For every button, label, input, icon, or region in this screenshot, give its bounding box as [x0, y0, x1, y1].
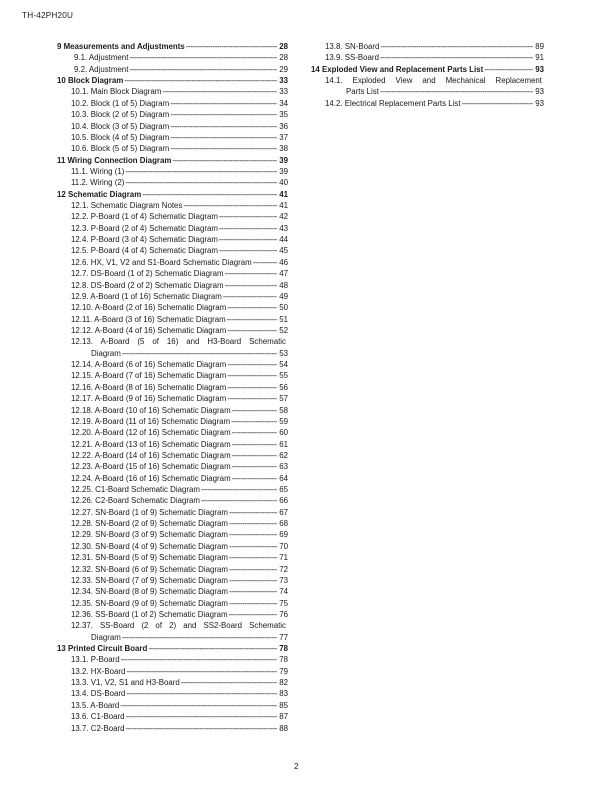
toc-section-entry[interactable] — [57, 666, 288, 677]
toc-leader-dots — [229, 507, 277, 518]
toc-leader-dots — [126, 711, 277, 722]
toc-entry-title: 13.2. HX-Board — [71, 666, 126, 676]
toc-entry-page: 82 — [279, 678, 288, 688]
toc-entry-title: 12.35. SN-Board (9 of 9) Schematic Diagram — [71, 598, 229, 608]
toc-entry-page: 49 — [279, 291, 288, 301]
toc-leader-dots — [225, 280, 277, 291]
toc-entry-page: 68 — [279, 519, 288, 529]
toc-entry-page: 33 — [279, 87, 288, 97]
toc-leader-dots — [219, 234, 277, 245]
toc-leader-dots — [229, 598, 277, 609]
toc-entry-page: 41 — [279, 201, 288, 211]
toc-section-entry[interactable] — [57, 98, 288, 109]
toc-entry-page: 41 — [279, 189, 288, 199]
toc-entry-page: 85 — [279, 700, 288, 710]
toc-entry-title: 13.1. P-Board — [71, 655, 120, 665]
toc-entry-page: 79 — [279, 666, 288, 676]
toc-entry-page: 56 — [279, 382, 288, 392]
toc-entry-title: 13.5. A-Board — [71, 700, 120, 710]
toc-entry-title: 10.6. Block (5 of 5) Diagram — [71, 144, 170, 154]
toc-entry-page: 64 — [279, 473, 288, 483]
toc-chapter-entry[interactable] — [57, 41, 288, 52]
toc-leader-dots — [229, 564, 277, 575]
toc-entry-title: 12.28. SN-Board (2 of 9) Schematic Diagram — [71, 519, 229, 529]
toc-entry-page: 65 — [279, 485, 288, 495]
toc-entry-page: 48 — [279, 280, 288, 290]
toc-entry-page: 72 — [279, 564, 288, 574]
toc-entry-title: 14.1. Exploded View and Mechanical Replacement — [325, 76, 542, 86]
toc-entry-page: 45 — [279, 246, 288, 256]
toc-entry-title: Diagram — [91, 632, 121, 642]
toc-entry-page: 33 — [279, 76, 288, 86]
toc-leader-dots — [462, 98, 533, 109]
toc-section-entry[interactable] — [57, 541, 288, 552]
toc-entry-title: 13.8. SN-Board — [325, 42, 380, 51]
toc-leader-dots — [170, 121, 277, 132]
toc-entry-page: 61 — [279, 439, 288, 449]
toc-entry-page: 75 — [279, 598, 288, 608]
toc-entry-page: 63 — [279, 462, 288, 472]
toc-leader-dots — [121, 654, 277, 665]
toc-entry-title: 12.24. A-Board (16 of 16) Schematic Diagram — [71, 473, 231, 483]
toc-entry-title: 12.14. A-Board (6 of 16) Schematic Diagram — [71, 360, 227, 370]
toc-entry-page: 58 — [279, 405, 288, 415]
toc-leader-dots — [183, 200, 277, 211]
toc-entry-page: 54 — [279, 360, 288, 370]
toc-leader-dots — [120, 700, 277, 711]
toc-entry-title: 12.16. A-Board (8 of 16) Schematic Diagram — [71, 382, 227, 392]
toc-entry-page: 91 — [535, 53, 544, 63]
toc-section-entry[interactable] — [57, 325, 288, 336]
toc-leader-dots — [219, 223, 277, 234]
toc-entry-title: 12.37. SS-Board (2 of 2) and SS2-Board Schematic — [71, 621, 286, 631]
toc-section-entry[interactable] — [57, 427, 288, 438]
toc-entry-title: 9.2. Adjustment — [74, 64, 129, 74]
toc-section-entry[interactable] — [57, 223, 288, 234]
toc-entry-page: 66 — [279, 496, 288, 506]
toc-entry-title: 12.30. SN-Board (4 of 9) Schematic Diagram — [71, 541, 229, 551]
toc-section-entry[interactable] — [57, 64, 288, 75]
toc-entry-title: 12.4. P-Board (3 of 4) Schematic Diagram — [71, 235, 218, 245]
document-header-model: TH-42PH20U — [22, 11, 74, 20]
toc-entry-page: 83 — [279, 689, 288, 699]
toc-entry-page: 34 — [279, 98, 288, 108]
toc-entry-page: 42 — [279, 212, 288, 222]
toc-section-entry[interactable] — [57, 564, 288, 575]
toc-entry-page: 37 — [279, 132, 288, 142]
toc-entry-page: 36 — [279, 121, 288, 131]
toc-entry-page: 73 — [279, 575, 288, 585]
toc-entry-page: 57 — [279, 394, 288, 404]
toc-section-entry[interactable] — [57, 700, 288, 711]
toc-section-entry[interactable] — [57, 143, 288, 154]
toc-entry-page: 59 — [279, 416, 288, 426]
toc-chapter-entry[interactable] — [57, 75, 288, 86]
toc-section-entry[interactable] — [57, 495, 288, 506]
toc-entry-title: 11.2. Wiring (2) — [71, 178, 125, 188]
toc-entry-title: 12.25. C1-Board Schematic Diagram — [71, 485, 200, 495]
toc-entry-title: 9 Measurements and Adjustments — [57, 42, 185, 51]
toc-leader-dots — [232, 450, 277, 461]
toc-section-entry[interactable] — [57, 234, 288, 245]
toc-entry-title: 12.3. P-Board (2 of 4) Schematic Diagram — [71, 223, 218, 233]
toc-leader-dots — [148, 643, 277, 654]
toc-entry-title: 13.7. C2-Board — [71, 723, 125, 733]
toc-entry-page: 77 — [279, 632, 288, 642]
toc-entry-title: 10.4. Block (3 of 5) Diagram — [71, 121, 170, 131]
toc-entry-title: 12.13. A-Board (5 of 16) and H3-Board Schematic — [71, 337, 286, 347]
toc-column-left — [57, 41, 288, 734]
page-number: 2 — [294, 762, 299, 771]
toc-entry-title: 12.12. A-Board (4 of 16) Schematic Diagram — [71, 325, 227, 335]
toc-section-entry[interactable] — [57, 132, 288, 143]
toc-leader-dots — [232, 461, 277, 472]
toc-entry-page: 44 — [279, 235, 288, 245]
toc-leader-dots — [170, 143, 277, 154]
toc-leader-dots — [201, 484, 277, 495]
toc-entry-page: 35 — [279, 110, 288, 120]
toc-entry-page: 89 — [535, 42, 544, 51]
toc-leader-dots — [122, 348, 277, 359]
toc-chapter-entry[interactable] — [57, 155, 288, 166]
toc-leader-dots — [229, 518, 277, 529]
toc-leader-dots — [229, 529, 277, 540]
toc-section-entry[interactable] — [57, 336, 288, 347]
toc-entry-page: 70 — [279, 541, 288, 551]
toc-leader-dots — [125, 177, 277, 188]
toc-leader-dots — [227, 393, 277, 404]
toc-entry-title: 12.34. SN-Board (8 of 9) Schematic Diagram — [71, 587, 229, 597]
toc-entry-title: 11.1. Wiring (1) — [71, 166, 125, 176]
toc-entry-page: 52 — [279, 325, 288, 335]
toc-leader-dots — [125, 166, 277, 177]
toc-entry-title: 12.31. SN-Board (5 of 9) Schematic Diagram — [71, 553, 229, 563]
toc-section-entry[interactable] — [311, 86, 544, 97]
toc-section-entry[interactable] — [311, 98, 544, 109]
toc-column-right — [311, 41, 544, 109]
toc-entry-title: 12.33. SN-Board (7 of 9) Schematic Diagram — [71, 575, 229, 585]
toc-section-entry[interactable] — [57, 268, 288, 279]
toc-leader-dots — [232, 405, 277, 416]
toc-section-entry[interactable] — [57, 723, 288, 734]
toc-leader-dots — [227, 359, 277, 370]
toc-entry-page: 50 — [279, 303, 288, 313]
toc-entry-title: 12.5. P-Board (4 of 4) Schematic Diagram — [71, 246, 218, 256]
toc-entry-title: Diagram — [91, 348, 121, 358]
toc-leader-dots — [227, 325, 277, 336]
toc-leader-dots — [232, 473, 277, 484]
toc-entry-page: 78 — [279, 644, 288, 654]
toc-leader-dots — [225, 268, 277, 279]
toc-entry-title: Parts List — [346, 87, 379, 97]
toc-section-entry[interactable] — [57, 314, 288, 325]
toc-entry-title: 12.1. Schematic Diagram Notes — [71, 201, 183, 211]
toc-leader-dots — [126, 666, 277, 677]
toc-entry-page: 28 — [279, 53, 288, 63]
toc-entry-title: 10 Block Diagram — [57, 76, 124, 86]
toc-chapter-entry[interactable] — [57, 189, 288, 200]
toc-entry-title: 12.8. DS-Board (2 of 2) Schematic Diagram — [71, 280, 224, 290]
toc-entry-title: 12.10. A-Board (2 of 16) Schematic Diagram — [71, 303, 227, 313]
toc-leader-dots — [229, 586, 277, 597]
toc-entry-title: 12.21. A-Board (13 of 16) Schematic Diagram — [71, 439, 231, 449]
toc-entry-title: 13.4. DS-Board — [71, 689, 126, 699]
toc-leader-dots — [223, 291, 277, 302]
toc-chapter-entry[interactable] — [57, 643, 288, 654]
toc-section-entry[interactable] — [57, 257, 288, 268]
toc-entry-page: 93 — [535, 64, 544, 74]
toc-entry-page: 53 — [279, 348, 288, 358]
toc-entry-page: 93 — [535, 87, 544, 97]
toc-entry-page: 93 — [535, 98, 544, 108]
toc-section-entry[interactable] — [57, 86, 288, 97]
toc-entry-page: 47 — [279, 269, 288, 279]
toc-entry-page: 67 — [279, 507, 288, 517]
toc-entry-title: 12.18. A-Board (10 of 16) Schematic Diagram — [71, 405, 231, 415]
toc-entry-page: 40 — [279, 178, 288, 188]
toc-entry-title: 13.3. V1, V2, S1 and H3-Board — [71, 678, 180, 688]
toc-entry-title: 12.15. A-Board (7 of 16) Schematic Diagram — [71, 371, 227, 381]
toc-section-entry[interactable] — [57, 166, 288, 177]
toc-leader-dots — [122, 632, 277, 643]
toc-section-entry[interactable] — [57, 473, 288, 484]
toc-entry-title: 14.2. Electrical Replacement Parts List — [325, 98, 461, 108]
toc-leader-dots — [227, 370, 277, 381]
toc-section-entry[interactable] — [57, 382, 288, 393]
toc-section-entry[interactable] — [57, 598, 288, 609]
toc-section-entry[interactable] — [57, 280, 288, 291]
toc-section-entry[interactable] — [57, 109, 288, 120]
toc-section-entry[interactable] — [57, 484, 288, 495]
toc-leader-dots — [227, 302, 277, 313]
toc-leader-dots — [126, 723, 277, 734]
toc-section-entry[interactable] — [57, 507, 288, 518]
toc-entry-title: 12.36. SS-Board (1 of 2) Schematic Diagram — [71, 609, 228, 619]
toc-section-entry[interactable] — [57, 416, 288, 427]
toc-leader-dots — [229, 609, 277, 620]
toc-section-entry[interactable] — [57, 370, 288, 381]
toc-entry-page: 51 — [279, 314, 288, 324]
toc-entry-title: 12.32. SN-Board (6 of 9) Schematic Diagram — [71, 564, 229, 574]
toc-section-entry[interactable] — [57, 529, 288, 540]
toc-section-entry[interactable] — [57, 677, 288, 688]
toc-section-entry[interactable] — [57, 586, 288, 597]
toc-leader-dots — [227, 314, 277, 325]
toc-entry-page: 29 — [279, 64, 288, 74]
toc-section-entry[interactable] — [57, 121, 288, 132]
toc-entry-page: 39 — [279, 155, 288, 165]
toc-leader-dots — [172, 155, 277, 166]
toc-leader-dots — [170, 132, 277, 143]
toc-section-entry[interactable] — [57, 654, 288, 665]
toc-section-entry[interactable] — [57, 711, 288, 722]
toc-entry-page: 46 — [279, 257, 288, 267]
toc-leader-dots — [142, 189, 277, 200]
toc-entry-title: 13.6. C1-Board — [71, 712, 125, 722]
toc-entry-title: 12.29. SN-Board (3 of 9) Schematic Diagram — [71, 530, 229, 540]
toc-section-entry[interactable] — [57, 291, 288, 302]
toc-leader-dots — [229, 575, 277, 586]
toc-leader-dots — [170, 109, 277, 120]
toc-section-entry[interactable] — [57, 688, 288, 699]
toc-entry-title: 13 Printed Circuit Board — [57, 644, 148, 654]
toc-entry-title: 12 Schematic Diagram — [57, 189, 142, 199]
toc-section-entry[interactable] — [57, 348, 288, 359]
toc-section-entry[interactable] — [57, 200, 288, 211]
toc-entry-page: 71 — [279, 553, 288, 563]
toc-entry-title: 9.1. Adjustment — [74, 53, 129, 63]
toc-entry-page: 76 — [279, 609, 288, 619]
toc-entry-page: 88 — [279, 723, 288, 733]
toc-leader-dots — [380, 52, 533, 63]
toc-leader-dots — [124, 75, 277, 86]
toc-entry-page: 28 — [279, 42, 288, 51]
toc-entry-title: 12.9. A-Board (1 of 16) Schematic Diagram — [71, 291, 222, 301]
toc-entry-page: 55 — [279, 371, 288, 381]
toc-section-entry[interactable] — [57, 620, 288, 631]
toc-leader-dots — [181, 677, 277, 688]
toc-leader-dots — [126, 688, 277, 699]
toc-section-entry[interactable] — [57, 632, 288, 643]
toc-entry-title: 10.5. Block (4 of 5) Diagram — [71, 132, 170, 142]
toc-section-entry[interactable] — [57, 177, 288, 188]
toc-leader-dots — [219, 245, 277, 256]
toc-section-entry[interactable] — [57, 211, 288, 222]
toc-leader-dots — [232, 427, 277, 438]
toc-section-entry[interactable] — [311, 75, 544, 86]
toc-section-entry[interactable] — [57, 609, 288, 620]
toc-leader-dots — [253, 257, 277, 268]
toc-section-entry[interactable] — [57, 405, 288, 416]
toc-entry-title: 12.19. A-Board (11 of 16) Schematic Diagram — [71, 416, 231, 426]
toc-section-entry[interactable] — [57, 245, 288, 256]
toc-entry-page: 39 — [279, 166, 288, 176]
toc-entry-page: 43 — [279, 223, 288, 233]
toc-chapter-entry[interactable] — [311, 64, 544, 75]
toc-leader-dots — [201, 495, 277, 506]
toc-entry-page: 69 — [279, 530, 288, 540]
toc-entry-title: 12.11. A-Board (3 of 16) Schematic Diagram — [71, 314, 226, 324]
toc-entry-title: 12.7. DS-Board (1 of 2) Schematic Diagram — [71, 269, 224, 279]
toc-entry-title: 12.22. A-Board (14 of 16) Schematic Diagram — [71, 450, 231, 460]
toc-entry-page: 60 — [279, 428, 288, 438]
toc-leader-dots — [380, 41, 533, 52]
toc-section-entry[interactable] — [57, 359, 288, 370]
toc-leader-dots — [484, 64, 533, 75]
toc-entry-title: 11 Wiring Connection Diagram — [57, 155, 172, 165]
toc-entry-title: 14 Exploded View and Replacement Parts List — [311, 64, 484, 74]
toc-leader-dots — [229, 541, 277, 552]
toc-entry-title: 12.6. HX, V1, V2 and S1-Board Schematic Diagram — [71, 257, 252, 267]
toc-entry-title: 12.27. SN-Board (1 of 9) Schematic Diagram — [71, 507, 229, 517]
toc-section-entry[interactable] — [57, 52, 288, 63]
toc-leader-dots — [219, 211, 277, 222]
toc-section-entry[interactable] — [311, 52, 544, 63]
toc-leader-dots — [232, 439, 277, 450]
toc-leader-dots — [162, 86, 277, 97]
toc-entry-title: 13.9. SS-Board — [325, 53, 379, 63]
toc-section-entry[interactable] — [57, 439, 288, 450]
toc-section-entry[interactable] — [57, 302, 288, 313]
toc-section-entry[interactable] — [57, 393, 288, 404]
toc-entry-page: 62 — [279, 450, 288, 460]
toc-section-entry[interactable] — [57, 450, 288, 461]
toc-entry-title: 12.17. A-Board (9 of 16) Schematic Diagram — [71, 394, 227, 404]
toc-leader-dots — [229, 552, 277, 563]
toc-section-entry[interactable] — [57, 575, 288, 586]
toc-entry-page: 87 — [279, 712, 288, 722]
toc-entry-title: 12.23. A-Board (15 of 16) Schematic Diagram — [71, 462, 231, 472]
toc-entry-title: 12.2. P-Board (1 of 4) Schematic Diagram — [71, 212, 218, 222]
toc-section-entry[interactable] — [57, 552, 288, 563]
toc-entry-title: 10.2. Block (1 of 5) Diagram — [71, 98, 170, 108]
toc-section-entry[interactable] — [57, 518, 288, 529]
toc-leader-dots — [227, 382, 277, 393]
toc-entry-page: 78 — [279, 655, 288, 665]
toc-entry-page: 38 — [279, 144, 288, 154]
toc-leader-dots — [380, 86, 533, 97]
toc-entry-title: 12.26. C2-Board Schematic Diagram — [71, 496, 200, 506]
toc-leader-dots — [170, 98, 277, 109]
toc-entry-title: 12.20. A-Board (12 of 16) Schematic Diagram — [71, 428, 231, 438]
toc-entry-page: 74 — [279, 587, 288, 597]
toc-leader-dots — [129, 52, 277, 63]
toc-section-entry[interactable] — [311, 41, 544, 52]
toc-leader-dots — [186, 41, 277, 52]
toc-leader-dots — [129, 64, 277, 75]
toc-leader-dots — [231, 416, 277, 427]
toc-entry-title: 10.1. Main Block Diagram — [71, 87, 162, 97]
toc-section-entry[interactable] — [57, 461, 288, 472]
toc-entry-title: 10.3. Block (2 of 5) Diagram — [71, 110, 170, 120]
